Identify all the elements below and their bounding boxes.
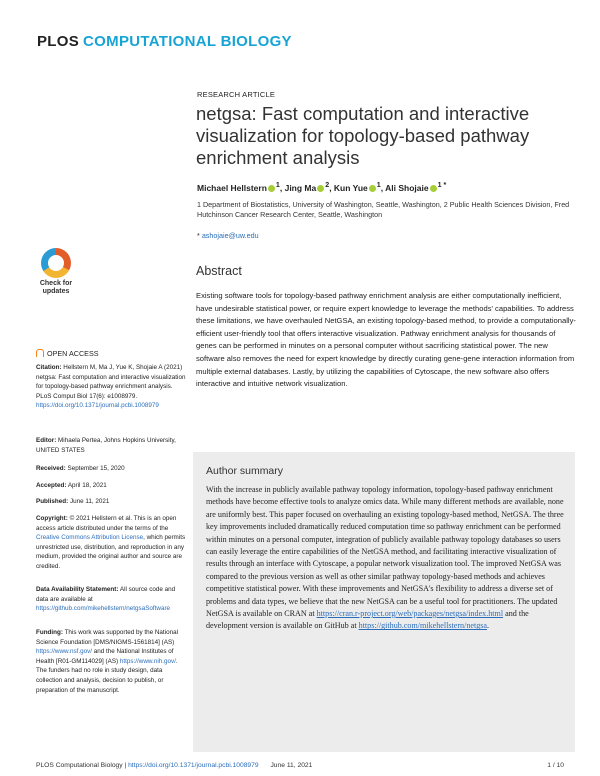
funding-text-2: and the National Institutes of Health [R01-GM114029] (AS)	[36, 648, 174, 665]
cran-link[interactable]: https://cran.r-project.org/web/packages/netgsa/index.html	[316, 609, 504, 619]
license-link[interactable]: Creative Commons Attribution License	[36, 534, 144, 542]
open-access-text: OPEN ACCESS	[47, 349, 99, 358]
author-summary-text	[206, 484, 566, 633]
footer-date: June 11, 2021	[270, 762, 313, 769]
check-updates-icon	[41, 248, 71, 278]
citation-label: Citation:	[36, 364, 62, 371]
affiliations: 1 Department of Biostatistics, University of Washington, Seattle, Washington, 2 Public Health Sciences Division, Fred Hutchinson Cancer Research Center, Seattle, Washington	[197, 200, 570, 219]
copyright-text-2: , which permits unrestricted use, distribution, and reproduction in any medium, provided the original author and source are credited.	[36, 534, 186, 570]
check-for-updates-badge[interactable]	[36, 248, 76, 300]
accepted-date: April 18, 2021	[67, 482, 107, 489]
github-link[interactable]: https://github.com/mikehellstern/netgsaSoftware	[36, 605, 171, 613]
funding-text-3: . The funders had no role in study design, data collection and analysis, decision to publish, or preparation of the manuscript.	[36, 657, 178, 694]
editor-text: Mihaela Pertea, Johns Hopkins University, UNITED STATES	[36, 437, 176, 454]
abstract-text: Existing software tools for topology-based pathway enrichment analysis are either computationally inefficient, have undesirable statistical power, or require expert knowledge to leverage the methods' capabilities. To address these limitations, we have overhauled NetGSA, an existing topology-based method, to provide a computationally-efficient user-friendly tool that offers interactive visualization. Pathway enrichment analysis for thousands of genes can be performed in minutes on a personal computer without sacrificing statistical power. The new software also removes the need for expert knowledge by directly curating gene-gene interaction information from multiple external databases. Lastly, by utilizing the capabilities of Cytoscape, the new software also offers interactive and intuitive network visualization.	[196, 291, 576, 389]
copyright-block	[36, 514, 186, 572]
published-block	[36, 497, 186, 507]
orcid-icon[interactable]	[317, 185, 324, 192]
article-type: RESEARCH ARTICLE	[197, 90, 276, 99]
author-affil: 1 *	[437, 181, 447, 189]
author-affil: 1	[376, 181, 381, 189]
badge-line2: updates	[42, 288, 70, 295]
citation-doi-link[interactable]: https://doi.org/10.1371/journal.pcbi.1008979	[36, 402, 159, 410]
summary-mid: and the development version is available on GitHub at	[206, 609, 529, 631]
abstract-heading: Abstract	[196, 264, 242, 278]
data-availability-label: Data Availability Statement:	[36, 586, 119, 593]
editor-label: Editor:	[36, 437, 57, 444]
received-block	[36, 464, 186, 474]
open-access-label	[36, 349, 99, 358]
published-date: June 11, 2021	[69, 498, 110, 505]
funding-text: This work was supported by the National Science Foundation [DMS/NIGMS-1561814] (AS)	[36, 629, 178, 646]
funding-block	[36, 628, 186, 695]
orcid-icon[interactable]	[430, 185, 437, 192]
copyright-label: Copyright:	[36, 515, 68, 522]
data-availability-block	[36, 585, 186, 614]
accepted-block	[36, 481, 186, 491]
author-name[interactable]: Kun Yue	[333, 182, 368, 193]
github-netgsa-link[interactable]: https://github.com/mikehellstern/netgsa	[358, 621, 487, 631]
footer-doi-link[interactable]: https://doi.org/10.1371/journal.pcbi.1008979	[128, 762, 259, 769]
data-availability-text: All source code and data are available at	[36, 586, 176, 603]
journal-name-comp-bio: COMPUTATIONAL BIOLOGY	[83, 33, 292, 50]
page-number: 1 / 10	[547, 762, 564, 769]
funding-label: Funding:	[36, 629, 63, 636]
citation-block	[36, 363, 186, 411]
orcid-icon[interactable]	[369, 185, 376, 192]
editor-block	[36, 436, 186, 455]
received-date: September 15, 2020	[67, 465, 125, 472]
nih-link[interactable]: https://www.nih.gov/	[119, 657, 176, 665]
author-affil: 1	[275, 181, 280, 189]
orcid-icon[interactable]	[268, 185, 275, 192]
citation-text: Hellstern M, Ma J, Yue K, Shojaie A (2021) netgsa: Fast computation and interactive visualization for topology-based pathway enrichment analysis. PLoS Comput Biol 17(6): e1008979.	[36, 364, 186, 400]
footer-journal: PLOS Computational Biology |	[36, 762, 129, 769]
accepted-label: Accepted:	[36, 482, 67, 489]
email-star: *	[197, 231, 200, 240]
author-list: Michael Hellstern $^1$, Jing Ma $^2$, Kun Yue $^1$, Ali Shojaie $^{1 *}$	[197, 181, 447, 193]
author-summary-heading: Author summary	[206, 465, 284, 477]
author-name[interactable]: Jing Ma	[284, 182, 317, 193]
page-footer	[36, 762, 312, 769]
author-name[interactable]: Michael Hellstern	[197, 182, 267, 193]
author-affil: 2	[325, 181, 330, 189]
author-name[interactable]: Ali Shojaie	[385, 182, 429, 193]
badge-line1: Check for	[39, 280, 73, 287]
journal-logo[interactable]	[37, 33, 292, 50]
published-label: Published:	[36, 498, 69, 505]
open-lock-icon	[36, 349, 44, 357]
email-address[interactable]: ashojaie@uw.edu	[201, 231, 259, 240]
corresponding-email[interactable]	[197, 231, 259, 240]
journal-name-plos: PLOS	[37, 33, 80, 50]
nsf-link[interactable]: https://www.nsf.gov/	[36, 648, 92, 656]
article-title: netgsa: Fast computation and interactive visualization for topology-based pathway enrichment analysis	[196, 103, 530, 168]
summary-body: With the increase in publicly available pathway topology information, topology-based pathway enrichment methods have become effective tools to analyze omics data. While many different methods are available, none are uniformly best. This paper focused on overhauling an existing topology-based method, NetGSA. The three key improvements included dramatically reduced computation time so pathway enrichment can be performed within minutes on a personal computer, integration of publicly available pathway topology databases so users can easily leverage the entire capabilities of the NetGSA method, and facilitating interactive visualization of results through an interface with Cytoscape, a popular network visualization tool. The improved NetGSA was compared to the previous version as well as other similar pathway topology-based methods and achieves competitive statistical power. With these improvements and NetGSA's flexibility to address a diverse set of problems and data types, we believe that the new NetGSA can be a useful tool for practitioners. The updated NetGSA is available on CRAN at	[206, 485, 564, 619]
copyright-text: © 2021 Hellstern et al. This is an open access article distributed under the terms of the	[36, 515, 177, 532]
received-label: Received:	[36, 465, 66, 472]
summary-end: .	[487, 621, 490, 631]
